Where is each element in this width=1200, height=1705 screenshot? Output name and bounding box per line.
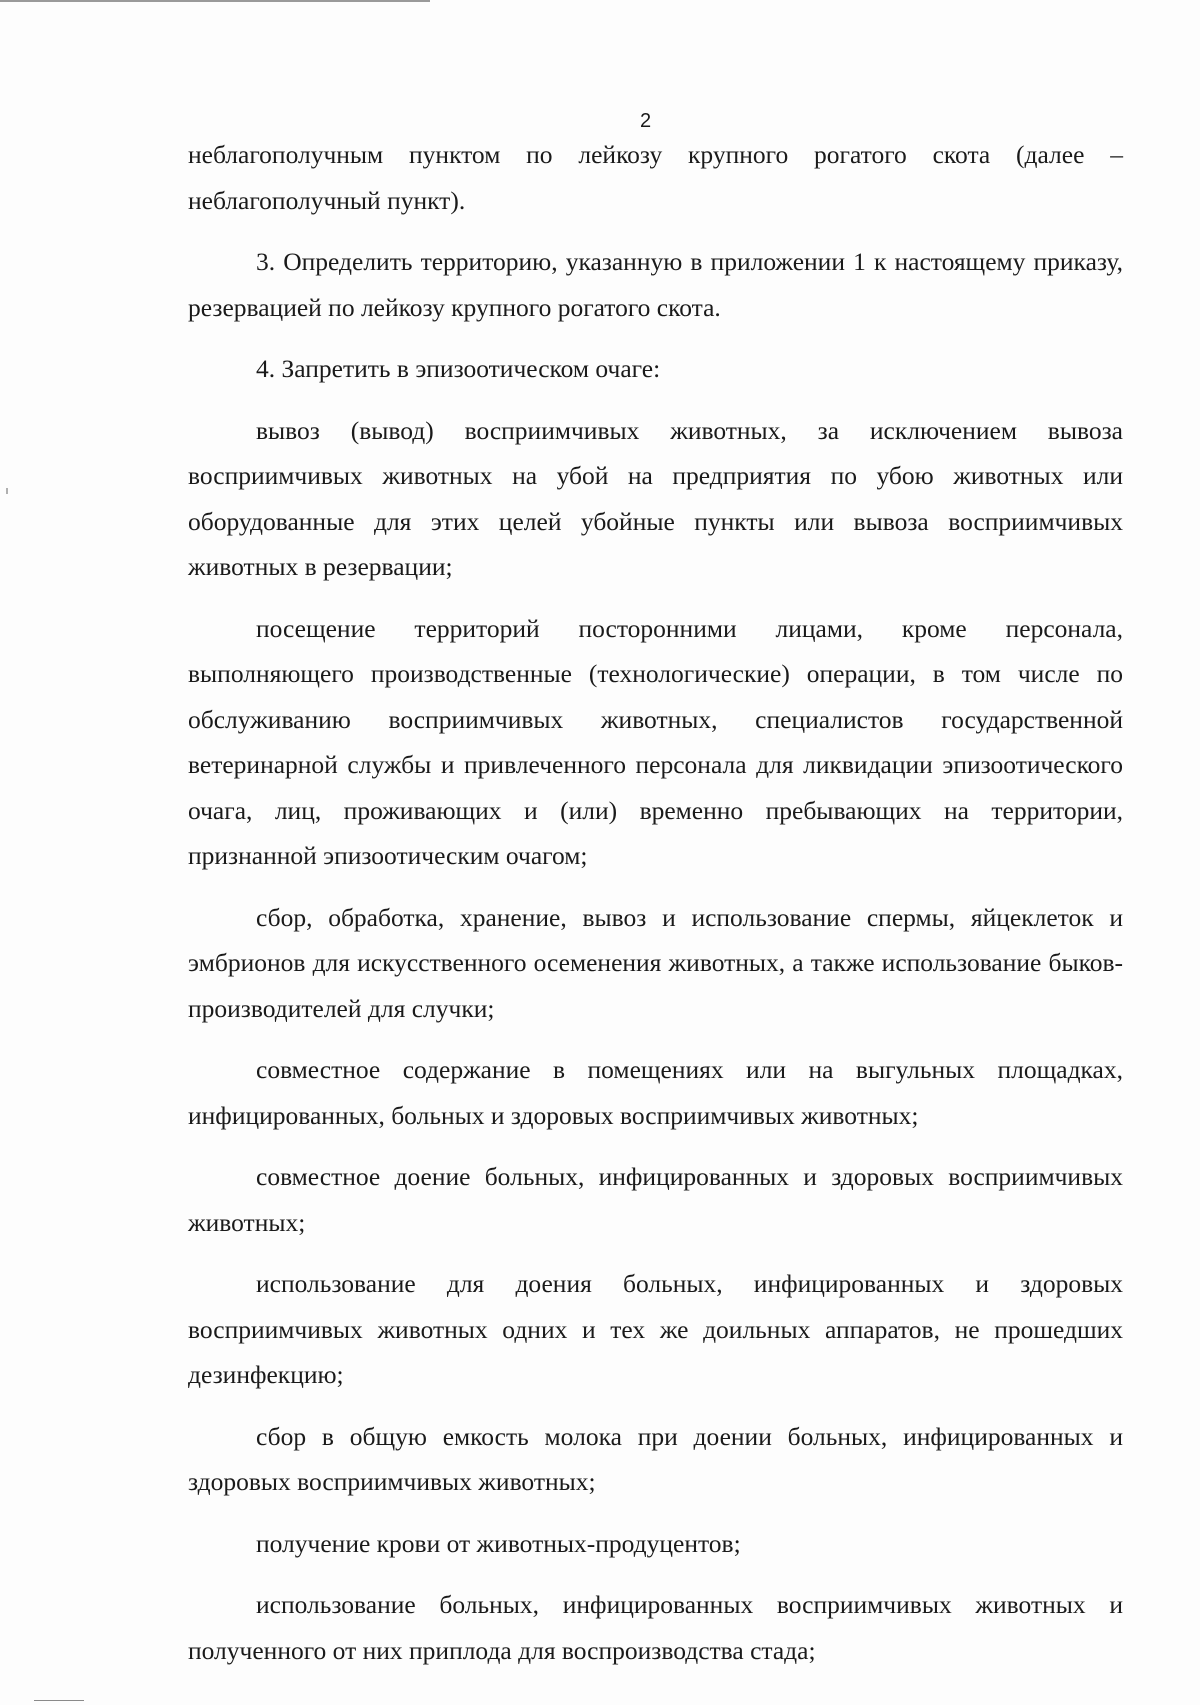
scan-mark [6, 488, 8, 494]
page-number: 2 [640, 110, 652, 132]
paragraph-item-4: 4. Запретить в эпизоотическом очаге: [256, 354, 661, 383]
paragraph-prohibition: получение крови от животных-продуцентов; [256, 1528, 741, 1558]
paragraph-prohibition: сбор в общую емкость молока при доении больных, инфицированных и здоровых восприимчивых животных; [188, 1421, 1123, 1496]
paragraph-prohibition: вывоз (вывод) восприимчивых животных, за исключением вывоза восприимчивых животных на убой на предприятия по убою животных или оборудованные для этих целей убойные пункты или вывоза восприимчивых животных в резервации; [188, 415, 1123, 581]
paragraph-prohibition: совместное доение больных, инфицированных и здоровых восприимчивых животных; [188, 1162, 1123, 1237]
paragraph-prohibition: посещение территорий посторонними лицами, кроме персонала, выполняющего производственные (технологические) операции, в том числе по обслуживанию восприимчивых животных, специалистов государственной ветеринарной службы и привлеченного персонала для ликвидации эпизоотического очага, лиц, проживающих и (или) временно пребывающих на территории, признанной эпизоотическим очагом; [188, 613, 1123, 870]
paragraph-prohibition: использование для доения больных, инфицированных и здоровых восприимчивых животных одних и тех же доильных аппаратов, не прошедших дезинфекцию; [188, 1269, 1123, 1389]
paragraph-prohibition: сбор, обработка, хранение, вывоз и использование спермы, яйцеклеток и эмбрионов для искусственного осеменения животных, а также использование быков-производителей для случки; [188, 902, 1123, 1023]
paragraph-item-3: 3. Определить территорию, указанную в приложении 1 к настоящему приказу, резервацией по лейкозу крупного рогатого скота. [188, 247, 1123, 322]
document-body [188, 132, 1123, 1689]
paragraph-continuation: неблагополучным пунктом по лейкозу крупного рогатого скота (далее – неблагополучный пункт). [188, 140, 1123, 215]
scan-edge-line [0, 0, 430, 2]
paragraph-prohibition: совместное содержание в помещениях или на выгульных площадках, инфицированных, больных и здоровых восприимчивых животных; [188, 1055, 1123, 1130]
scan-mark-bottom [34, 1700, 84, 1701]
paragraph-prohibition: использование больных, инфицированных восприимчивых животных и полученного от них приплода для воспроизводства стада; [188, 1590, 1123, 1665]
